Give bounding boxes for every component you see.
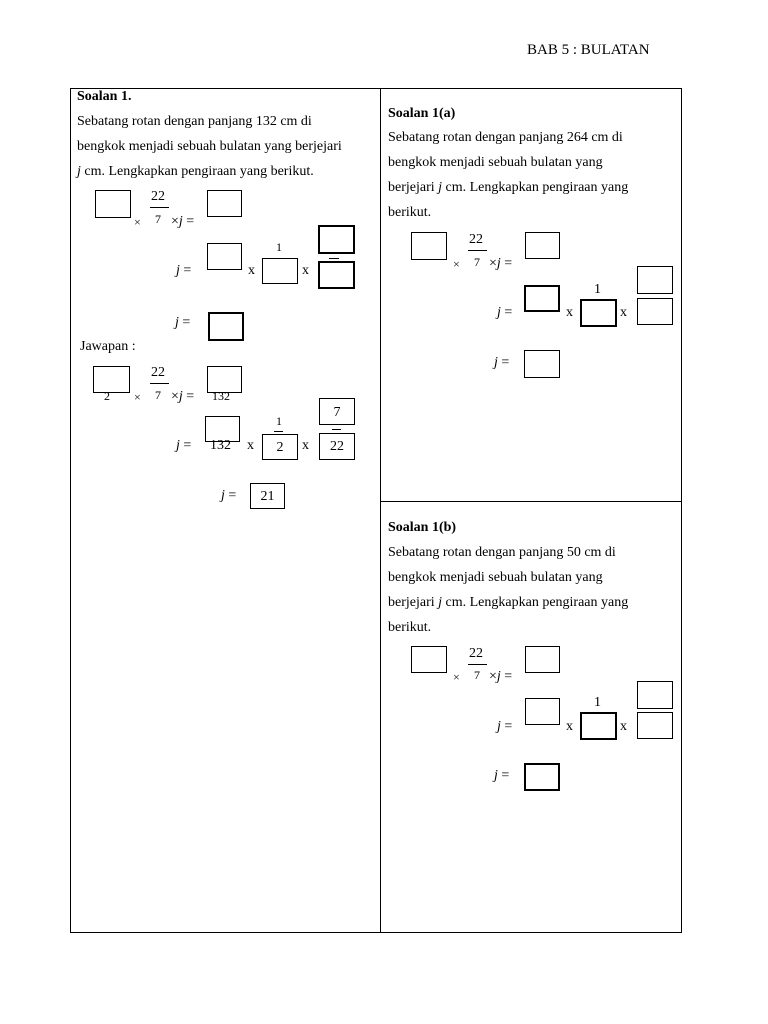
- fraction-bar: [468, 664, 487, 665]
- answer-label: Jawapan :: [80, 339, 136, 354]
- question-1-line-3-text: cm. Lengkapkan pengiraan yang berikut.: [84, 164, 314, 179]
- question-1-title: Soalan 1.: [77, 89, 132, 104]
- multiply-x: x: [247, 438, 254, 453]
- fraction-bar: [468, 250, 487, 251]
- question-1-line-2: bengkok menjadi sebuah bulatan yang berjejari: [77, 139, 342, 154]
- equals-sign: =: [504, 305, 513, 320]
- equals-sign: =: [504, 256, 513, 271]
- question-1b-line-2: bengkok menjadi sebuah bulatan yang: [388, 570, 603, 585]
- equals-sign: =: [186, 214, 195, 229]
- times-j-equals: [171, 214, 194, 230]
- times-sign: ×: [489, 669, 497, 684]
- times-sign: ×: [453, 670, 460, 684]
- answer-box-j-final[interactable]: [524, 350, 560, 378]
- multiply-x: x: [302, 263, 309, 278]
- answer-filled-box-seven: 7: [319, 398, 355, 425]
- answer-box-j-step-1[interactable]: [524, 285, 560, 312]
- fraction-bar: [332, 429, 341, 430]
- variable-j: j: [496, 669, 501, 684]
- variable-j: j: [497, 719, 501, 734]
- j-equals-label: [221, 488, 236, 504]
- answer-filled-box-22: 22: [319, 433, 355, 460]
- answer-box-pi-denominator[interactable]: [637, 298, 673, 325]
- times-sign: ×: [171, 389, 179, 404]
- variable-j: j: [178, 214, 183, 229]
- answer-box-circumference-factor[interactable]: [411, 232, 447, 260]
- answer-box-length[interactable]: [525, 232, 560, 259]
- multiply-x: x: [566, 305, 573, 320]
- fraction-bar: [329, 258, 339, 259]
- times-sign: ×: [171, 214, 179, 229]
- multiply-x: x: [620, 719, 627, 734]
- j-equals-label: [175, 315, 190, 331]
- fraction-numerator: 22: [469, 232, 483, 247]
- variable-j: j: [178, 389, 183, 404]
- question-1a-line-1: Sebatang rotan dengan panjang 264 cm di: [388, 130, 623, 145]
- answer-box-length[interactable]: [207, 190, 242, 217]
- j-equals-label: [176, 263, 191, 279]
- variable-j: j: [175, 315, 179, 330]
- j-equals-label: [494, 768, 509, 784]
- question-1-line-3: [77, 159, 377, 184]
- answer-box-j-final[interactable]: [524, 763, 560, 791]
- answer-filled-box-two: [93, 366, 130, 393]
- question-1-text: [77, 109, 377, 184]
- variable-j: j: [438, 595, 443, 610]
- question-1b-line-1: Sebatang rotan dengan panjang 50 cm di: [388, 545, 616, 560]
- multiply-x: x: [566, 719, 573, 734]
- chapter-header: BAB 5 : BULATAN: [527, 42, 650, 58]
- answer-box-pi-denominator[interactable]: [318, 261, 355, 289]
- variable-j: j: [176, 438, 180, 453]
- equals-sign: =: [504, 719, 513, 734]
- variable-j: j: [494, 355, 498, 370]
- one-numerator: 1: [594, 282, 601, 297]
- variable-j: j: [496, 256, 501, 271]
- row-divider: [380, 501, 682, 502]
- equals-sign: =: [183, 263, 192, 278]
- fraction-numerator: 22: [469, 646, 483, 661]
- times-sign: ×: [489, 256, 497, 271]
- equals-sign: =: [182, 315, 191, 330]
- fraction-denominator: 7: [155, 388, 161, 402]
- times-sign: ×: [453, 257, 460, 271]
- answer-box-pi-numerator[interactable]: [637, 266, 673, 294]
- question-1b-line-3-rest: cm. Lengkapkan pengiraan yang: [445, 595, 629, 610]
- question-1b-line-3-text: berjejari: [388, 595, 435, 610]
- question-1b-text: [388, 540, 678, 640]
- one-numerator: 1: [594, 695, 601, 710]
- answer-value-132: 132: [210, 438, 231, 453]
- variable-j: j: [176, 263, 180, 278]
- question-1a-line-4: berikut.: [388, 205, 432, 220]
- j-equals-label: [176, 438, 191, 454]
- times-j-equals: [489, 669, 512, 685]
- variable-j: j: [438, 180, 443, 195]
- answer-box-half-denominator[interactable]: [262, 258, 298, 284]
- answer-box-pi-numerator[interactable]: [637, 681, 673, 709]
- equals-sign: =: [501, 768, 510, 783]
- times-sign: ×: [134, 390, 141, 404]
- fraction-denominator: 7: [155, 212, 161, 226]
- equals-sign: =: [186, 389, 195, 404]
- answer-box-j-step-1[interactable]: [207, 243, 242, 270]
- equals-sign: =: [228, 488, 237, 503]
- column-divider: [380, 88, 381, 933]
- question-1b-line-3: [388, 590, 678, 615]
- fraction-bar: [150, 383, 169, 384]
- j-equals-label: [497, 305, 512, 321]
- variable-j: j: [77, 164, 81, 179]
- equals-sign: =: [504, 669, 513, 684]
- question-1b-line-4: berikut.: [388, 620, 432, 635]
- multiply-x: x: [302, 438, 309, 453]
- equals-sign: =: [183, 438, 192, 453]
- question-1a-title: Soalan 1(a): [388, 106, 456, 121]
- answer-box-j-step-1[interactable]: [525, 698, 560, 725]
- j-equals-label: [494, 355, 509, 371]
- fraction-numerator: 22: [151, 365, 165, 380]
- times-sign: ×: [134, 215, 141, 229]
- times-j-equals: [171, 389, 194, 405]
- answer-box-half-denominator[interactable]: [580, 299, 617, 327]
- question-1b-title: Soalan 1(b): [388, 520, 457, 535]
- fraction-denominator: 7: [474, 668, 480, 682]
- answer-box-pi-denominator[interactable]: [637, 712, 673, 739]
- multiply-x: x: [620, 305, 627, 320]
- answer-box-circumference-factor[interactable]: [411, 646, 447, 673]
- one-numerator: 1: [276, 414, 282, 428]
- question-1a-text: [388, 125, 678, 225]
- fraction-bar: [150, 207, 169, 208]
- equals-sign: =: [501, 355, 510, 370]
- variable-j: j: [497, 305, 501, 320]
- question-1a-line-3-text: berjejari: [388, 180, 435, 195]
- answer-filled-box-half: 2: [262, 434, 298, 460]
- one-numerator: 1: [276, 240, 282, 254]
- answer-value-132: 132: [212, 389, 230, 403]
- fraction-numerator: 22: [151, 189, 165, 204]
- question-1-line-1: Sebatang rotan dengan panjang 132 cm di: [77, 114, 312, 129]
- times-j-equals: [489, 256, 512, 272]
- question-1a-line-3-rest: cm. Lengkapkan pengiraan yang: [445, 180, 629, 195]
- question-1a-line-3: [388, 175, 678, 200]
- answer-box-half-denominator[interactable]: [580, 712, 617, 740]
- question-1a-line-2: bengkok menjadi sebuah bulatan yang: [388, 155, 603, 170]
- answer-box-j-final[interactable]: [208, 312, 244, 341]
- j-equals-label: [497, 719, 512, 735]
- variable-j: j: [221, 488, 225, 503]
- variable-j: j: [494, 768, 498, 783]
- answer-box-circumference-factor[interactable]: [95, 190, 131, 218]
- multiply-x: x: [248, 263, 255, 278]
- fraction-denominator: 7: [474, 255, 480, 269]
- answer-box-length[interactable]: [525, 646, 560, 673]
- answer-value-two: 2: [104, 389, 110, 403]
- fraction-bar: [274, 431, 283, 432]
- answer-box-pi-numerator[interactable]: [318, 225, 355, 254]
- answer-filled-box-j-final: 21: [250, 483, 285, 509]
